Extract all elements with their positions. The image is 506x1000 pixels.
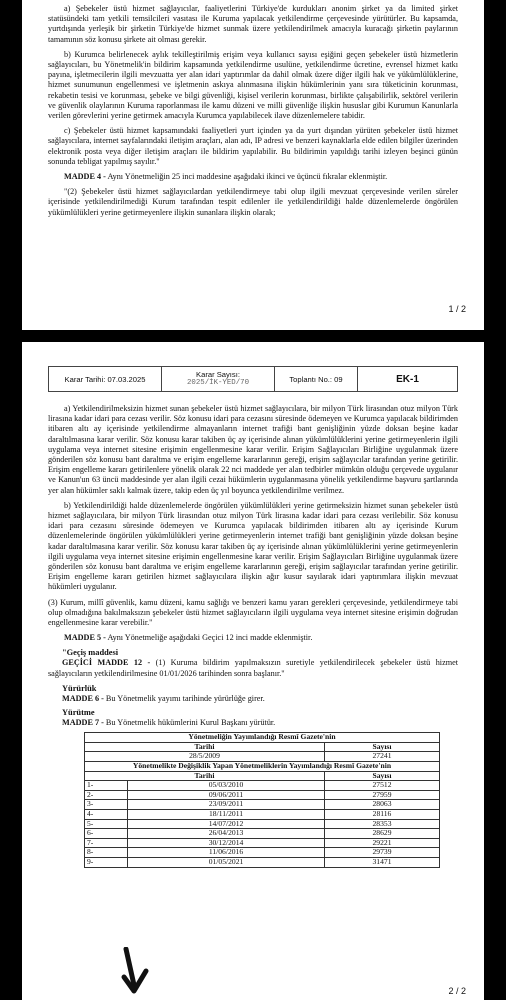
row-sayi: 28629 [325, 829, 440, 839]
row-tarih: 05/03/2010 [128, 781, 325, 791]
gecici-madde-title: GEÇİCİ MADDE 12 - [62, 658, 151, 668]
row-sayi: 29221 [325, 838, 440, 848]
row-no: 5- [85, 819, 128, 829]
row-tarih: 26/04/2013 [128, 829, 325, 839]
row-sayi: 28063 [325, 800, 440, 810]
col-sayisi: Sayısı [325, 742, 440, 752]
paragraph-2a: a) Yetkilendirilmeksizin hizmet sunan şebekeler üstü hizmet sağlayıcılara, bir milyon Türk lirasından otuz milyon Türk lirasına kadar idari para cezası verilir. Söz konusu idari para cezasını süresinde ödemeyen ve Kurumca yapılacak bildirimden itibaren altı ay içerisinde yetkilendirme almayanların internet trafiği bant genişliğinin yüzde doksan beşine kadar daraltılmasına karar verilir. Söz konusu karar takiben üç ay içerisinde alınan yükümlülüklerini yerine getirmeyenlerin ilgili uygulama veya internet sitesine erişimin engellenmesine karar verilir. Erişim Sağlayıcıları Birliğine uygulanmak üzere gönderilen söz konusu bant daraltma ve erişim engelleme kararlarının gereği, erişim sağlayıcılar tarafından yerine getirilir. Erişim engelleme kararı getirilenlere yönelik olarak 22 nci maddede yer alan tedbirler mümkün olduğu çerçevede uygulanır ve Kanun'un 63 üncü maddesinde yer alan ilgili cezai hükümlerin uygulanmasına yönelik yetkilendirme başvuru şartlarında yer alan hükümler saklı kalmak üzere, takip eden üç yıl boyunca yetkilendirilme verilmez. [48, 404, 458, 495]
madde-7 [48, 718, 458, 728]
decision-header [48, 366, 458, 392]
row-tarih: 01/05/2021 [128, 858, 325, 868]
table-row [85, 810, 440, 820]
row-no: 4- [85, 810, 128, 820]
row-no: 2- [85, 790, 128, 800]
madde-4-text: Aynı Yönetmeliğin 25 inci maddesine aşağıdaki ikinci ve üçüncü fıkralar eklenmiştir. [105, 172, 388, 182]
hand-drawn-arrow-icon [120, 947, 154, 997]
madde-6-text: Bu Yönetmelik yayımı tarihinde yürürlüğe girer. [103, 693, 265, 703]
gazette-table [84, 732, 440, 867]
row-tarih: 14/07/2012 [128, 819, 325, 829]
page-number: 1 / 2 [448, 304, 466, 314]
document-page-1 [22, 0, 484, 330]
row-no: 6- [85, 829, 128, 839]
page-number: 2 / 2 [448, 986, 466, 996]
main-sayi: 27241 [325, 752, 440, 762]
main-tarih: 28/5/2009 [85, 752, 325, 762]
table-row [85, 781, 440, 791]
madde-4-title: MADDE 4 - [64, 172, 106, 182]
row-sayi: 27959 [325, 790, 440, 800]
madde-6-title: MADDE 6 - [62, 693, 104, 703]
row-sayi: 27512 [325, 781, 440, 791]
karar-sayisi-label: Karar Sayısı: [196, 370, 240, 379]
row-sayi: 28116 [325, 810, 440, 820]
gecis-maddesi-heading: "Geçiş maddesi [62, 648, 119, 658]
paragraph-3: (3) Kurum, millî güvenlik, kamu düzeni, kamu sağlığı ve benzeri kamu yararı gerekleri çerçevesinde, yetkilendirmeye tabi olup olmadığına bakılmaksızın şebekeler üstü hizmet sağlayıcıların ilgili uygulama veya internet sitesine erişimin doğrudan engellenmesine karar verebilir." [48, 597, 458, 628]
table-title-row [85, 762, 440, 772]
row-sayi: 31471 [325, 858, 440, 868]
row-tarih: 09/06/2011 [128, 790, 325, 800]
row-no: 8- [85, 848, 128, 858]
madde-5-title: MADDE 5 - [64, 633, 106, 643]
row-sayi: 29739 [325, 848, 440, 858]
table-title-1: Yönetmeliğin Yayımlandığı Resmî Gazete'nin [85, 733, 440, 743]
table-row [85, 829, 440, 839]
row-tarih: 11/06/2016 [128, 848, 325, 858]
toplanti-no: Toplantı No.: 09 [275, 367, 358, 391]
madde-7-title: MADDE 7 - [62, 718, 104, 728]
row-tarih: 18/11/2011 [128, 810, 325, 820]
yurutme-heading: Yürütme [62, 708, 95, 718]
table-title-row [85, 733, 440, 743]
madde-5-text: Aynı Yönetmeliğe aşağıdaki Geçici 12 inci madde eklenmiştir. [105, 633, 313, 643]
ek-label: EK-1 [396, 373, 419, 385]
madde-5 [48, 633, 458, 643]
karar-sayisi-value: 2025/İK-YED/70 [186, 379, 250, 387]
madde-4 [48, 172, 458, 182]
table-row [85, 858, 440, 868]
madde-4-quote: "(2) Şebekeler üstü hizmet sağlayıcılardan yetkilendirmeye tabi olup ilgili mevzuat çerçevesinde verilen süreler içerisinde yetkilendirilmediği Kurum tarafından tespit edilenler ile yetkilendirildiği halde düzenlemelerde öngörülen yükümlülükleri yerine getirmeyenlere ilişkin sunanlara ilişkin olarak; [48, 187, 458, 217]
karar-tarihi: Karar Tarihi: 07.03.2025 [49, 367, 162, 391]
col-tarih: Tarihi [85, 742, 325, 752]
gecici-madde-12 [48, 658, 458, 678]
row-no: 7- [85, 838, 128, 848]
col-tarih-2: Tarihi [85, 771, 325, 781]
paragraph-2b: b) Yetkilendirildiği halde düzenlemelerde öngörülen yükümlülükleri yerine getirmeksizin hizmet sunan şebekeler üstü hizmet sağlayıcılara, bir milyon Türk lirasından otuz milyon Türk lirasına kadar idari para cezası verilebilir. Söz konusu idari para cezasını süresinde ödemeyen ve Kurumca yapılacak bildirimden itibaren altı ay içerisinde Kurum düzenlemelerinde öngörülen yükümlülükleri yerine getirmeyenlerin internet trafiği bant genişliğinin yüzde doksan beşine kadar daraltılmasına karar verilir. Söz konusu karar takiben üç ay içerisinde alınan yükümlülüklerini yerine getirmeyenlerin ilgili uygulama veya internet sitesine erişimin engellenmesine karar verilir. Erişim Sağlayıcıları Birliğine uygulanmak üzere gönderilen söz konusu bant daraltma ve erişim engelleme kararlarının gereği, erişim sağlayıcılar tarafından yerine getirilir. Erişim engelleme kararı getirilen hizmet sağlayıcılara ilişkin ağır kusur sayılarak idari yaptırımlara ilişkin mevzuat hükümleri uygulanır. [48, 500, 458, 592]
row-tarih: 23/09/2011 [128, 800, 325, 810]
paragraph-c: c) Şebekeler üstü hizmet kapsamındaki faaliyetleri yurt içinden ya da yurt dışından yürüten şebekeler üstü hizmet sağlayıcılara, internet sayfalarındaki iletişim araçları, alan adı, IP adresi ve benzeri kaynaklarla elde edilen bilgiler üzerinden elektronik posta veya diğer iletişim araçları ile bildirim yapılabilir. Bu bildirimin yapıldığı tarihi izleyen beşinci günün sonunda tebligat yapılmış sayılır." [48, 126, 458, 166]
row-no: 9- [85, 858, 128, 868]
document-page-2 [22, 342, 484, 1000]
yururluk-heading: Yürürlük [62, 683, 97, 693]
madde-7-text: Bu Yönetmelik hükümlerini Kurul Başkanı yürütür. [103, 718, 276, 728]
karar-sayisi [162, 367, 275, 391]
paragraph-b: b) Kurumca belirlenecek aylık tekilleştirilmiş erişim veya kullanıcı sayısı eşiğini geçen şebekeler üstü hizmetlerin sağlayıcıları, bu Yönetmelik'in bildirim kapsamında yetkilendirme usulüne, yetkilendirme ücretine, evrensel hizmet katkı payına, işletmecilerin ilgili mevzuatta yer alan idari yaptırımlar da dahil olmak üzere diğer ilgili hak ve yükümlülüklerine, hizmet sunumunun engellenmesi ve işletmenin askıya alınmasına ilişkin hükümlerinin yanı sıra tüketicinin korunması, rekabetin tesisi ve korunması, şebeke ve bilgi güvenliği, kişisel verilerin korunması, birlikte çalışabilirlik, sektörel verilerin ve güvenlik olaylarının Kuruma raporlanması ile kamu düzeni ve milli güvenliğe ilişkin hususlar gibi Kurumun Kanunlarla verilen görevlerini yerine getirmek amacıyla Kurumca yapılabilecek ilave düzenlemelere tabidir. [48, 49, 458, 121]
row-sayi: 28353 [325, 819, 440, 829]
paragraph-a: a) Şebekeler üstü hizmet sağlayıcılar, faaliyetlerini Türkiye'de kurdukları anonim şirket ya da limited şirket statüsündeki tam yetkili temsilcileri vasıtası ile Kuruma yapılacak yetkilendirme çerçevesinde yürütürler. Bu kapsamda, yurtdışında yerleşik bir şirketin Türkiye'de hizmet sunmak üzere yetkilendirilmek amacıyla kuracağı şirketin paylarının tamamının söz konusu şirkete ait olması gerekir. [48, 4, 458, 44]
gecici-madde-text: (1) Kuruma bildirim yapılmaksızın suretiyle yetkilendirilecek şebekeler üstü hizmet sağlayıcıların yetkilendirilmesine 01/01/2026 tarihinden sonra başlanır." [48, 658, 458, 678]
madde-6 [48, 694, 458, 704]
row-no: 3- [85, 800, 128, 810]
row-no: 1- [85, 781, 128, 791]
col-sayisi-2: Sayısı [325, 771, 440, 781]
row-tarih: 30/12/2014 [128, 838, 325, 848]
table-title-2: Yönetmelikte Değişiklik Yapan Yönetmeliklerin Yayımlandığı Resmî Gazete'nin [85, 762, 440, 772]
